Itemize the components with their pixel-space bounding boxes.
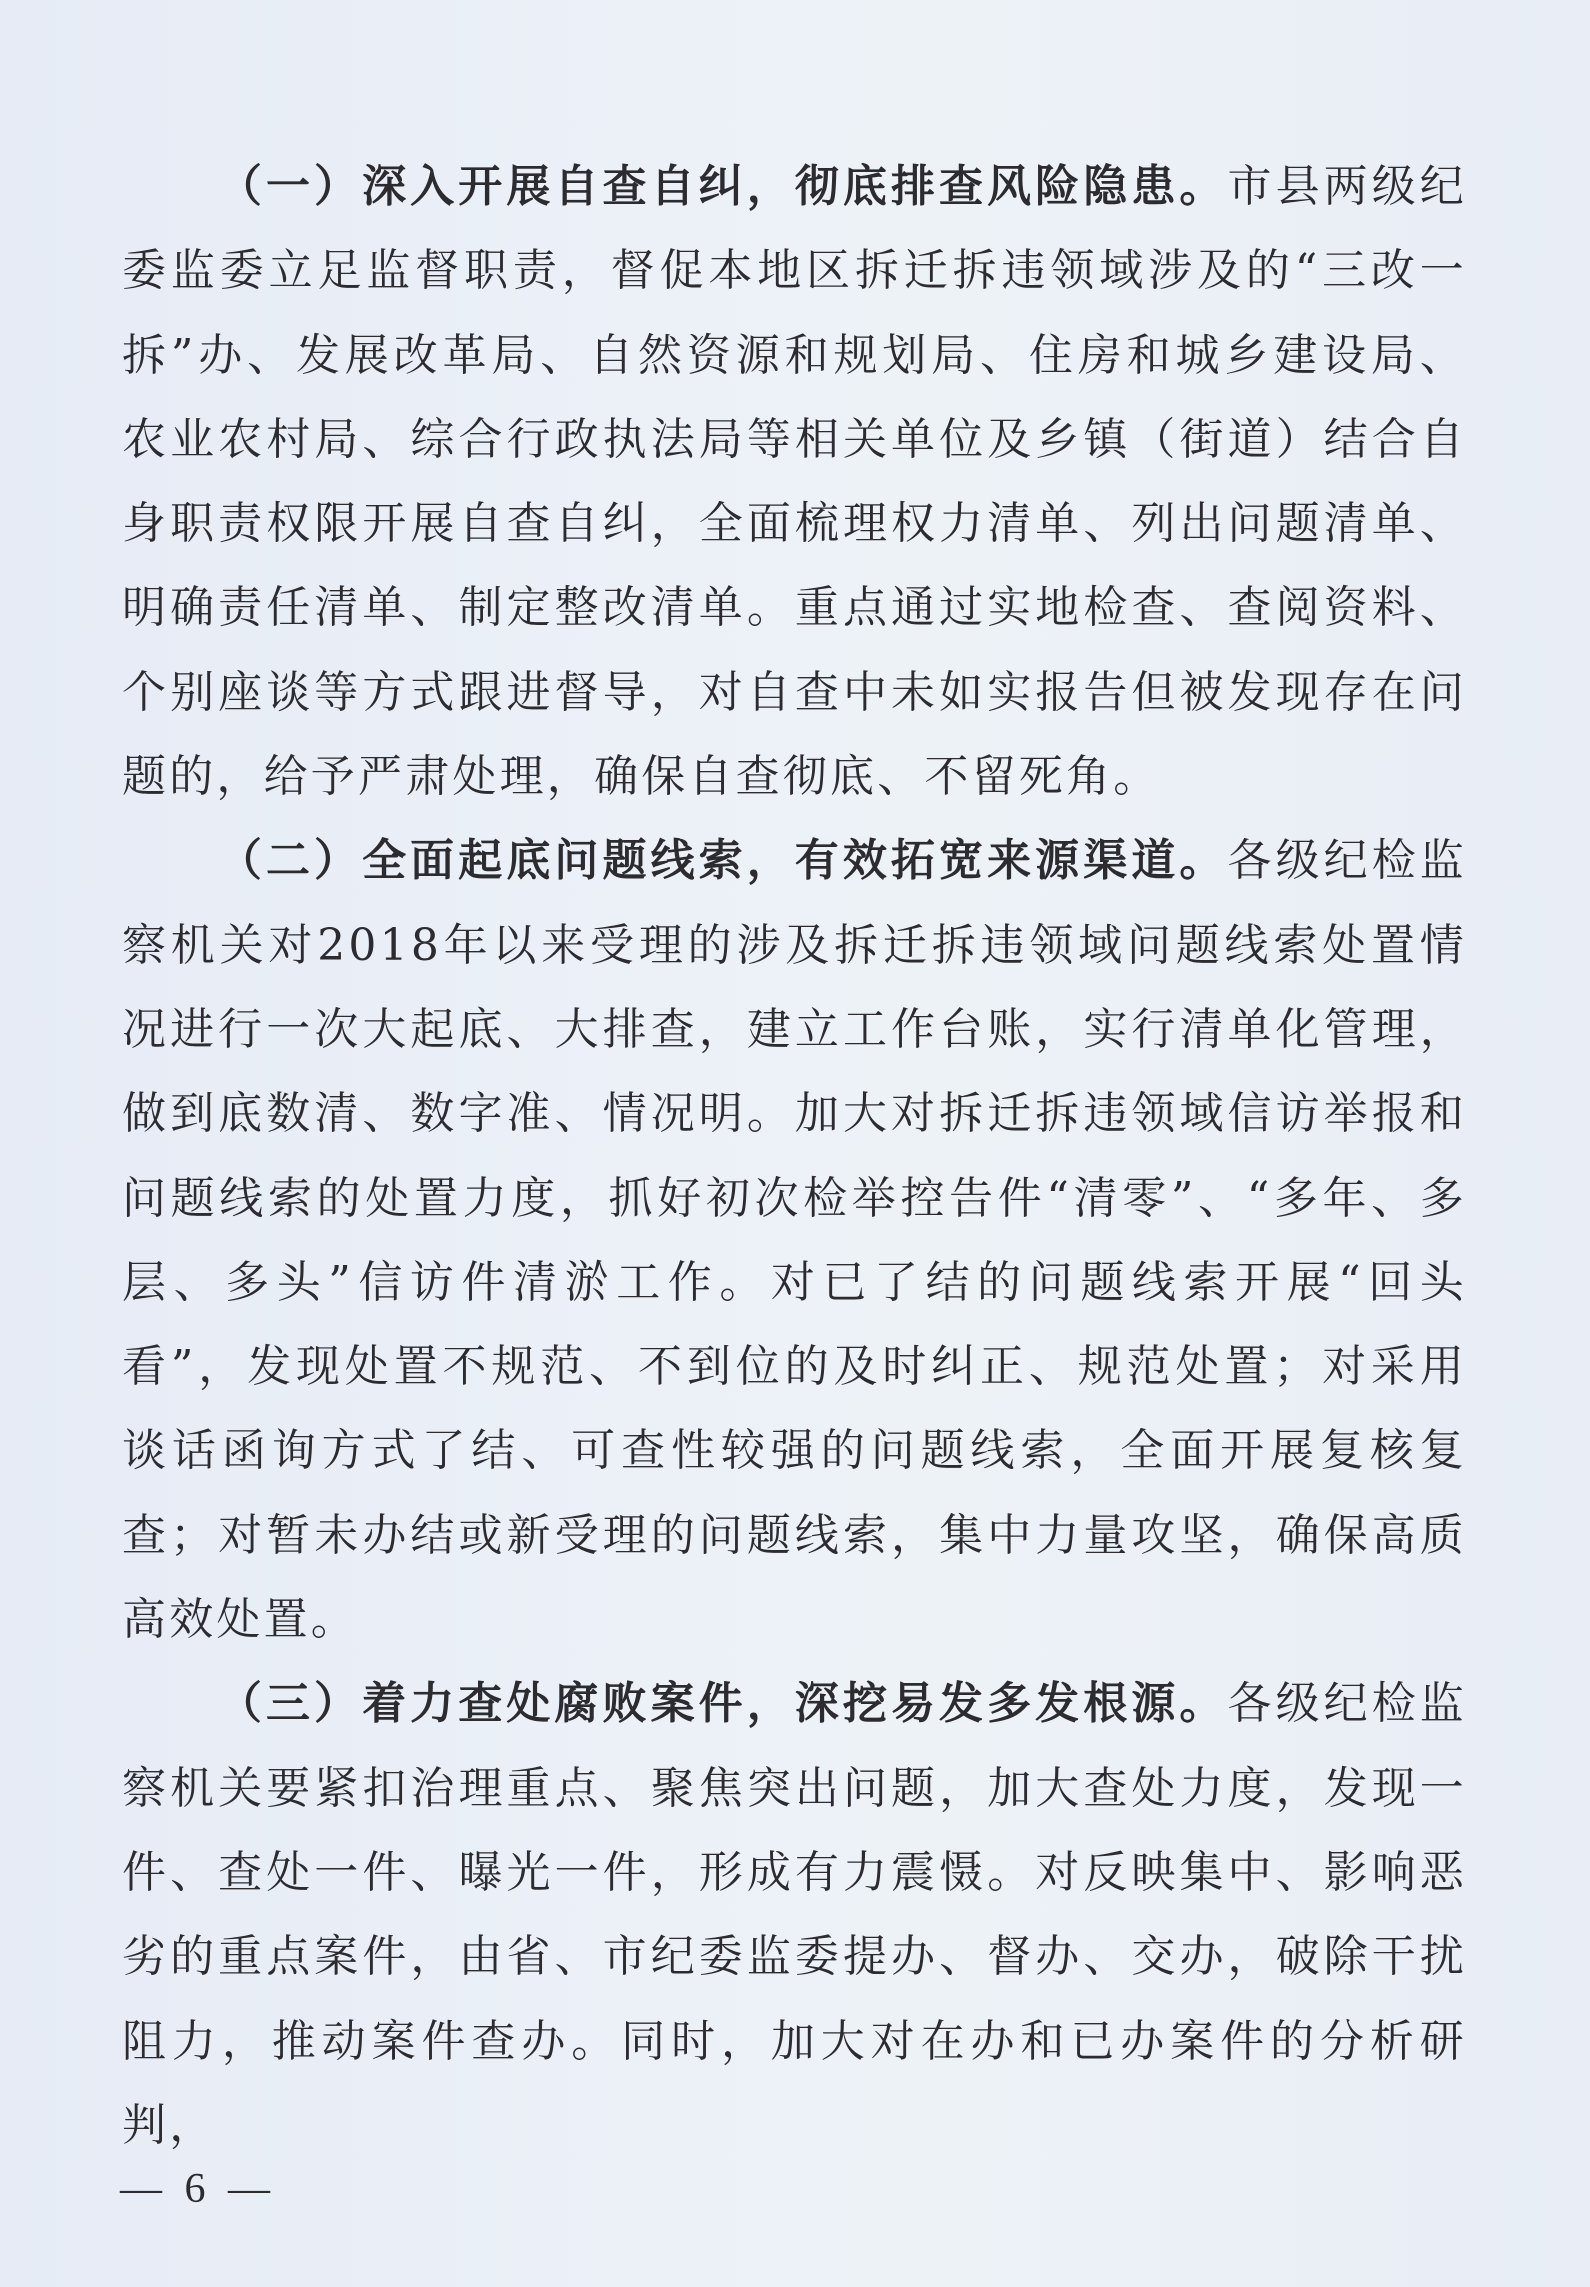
section-2-body: 各级纪检监察机关对2018年以来受理的涉及拆迁拆违领域问题线索处置情况进行一次大起底、大排查，建立工作台账，实行清单化管理，做到底数清、数字准、情况明。加大对拆迁拆违领域信访举报和问题线索的处置力度，抓好初次检举控告件“清零”、“多年、多层、多头”信访件清淤工作。对已了结的问题线索开展“回头看”，发现处置不规范、不到位的及时纠正、规范处置；对采用谈话函询方式了结、可查性较强的问题线索，全面开展复核复查；对暂未办结或新受理的问题线索，集中力量攻坚，确保高质高效处置。: [122, 835, 1468, 1646]
section-2-heading: （二）全面起底问题线索，有效拓宽来源渠道。: [217, 835, 1228, 887]
section-2-paragraph: [122, 819, 1467, 1662]
document-page: [122, 145, 1467, 2168]
section-3-body: 各级纪检监察机关要紧扣治理重点、聚焦突出问题，加大查处力度，发现一件、查处一件、曝光一件，形成有力震慑。对反映集中、影响恶劣的重点案件，由省、市纪委监委提办、督办、交办，破除干扰阻力，推动案件查办。同时，加大对在办和已办案件的分析研判，: [122, 1678, 1468, 2151]
section-1-paragraph: [122, 145, 1467, 819]
section-1-heading: （一）深入开展自查自纠，彻底排查风险隐患。: [217, 161, 1228, 212]
section-3-heading: （三）着力查处腐败案件，深挖易发多发根源。: [217, 1678, 1228, 1730]
page-number: — 6 —: [120, 2166, 276, 2212]
section-1-body: 市县两级纪委监委立足监督职责，督促本地区拆迁拆违领域涉及的“三改一拆”办、发展改革局、自然资源和规划局、住房和城乡建设局、农业农村局、综合行政执法局等相关单位及乡镇（街道）结合自身职责权限开展自查自纠，全面梳理权力清单、列出问题清单、明确责任清单、制定整改清单。重点通过实地检查、查阅资料、个别座谈等方式跟进督导，对自查中未如实报告但被发现存在问题的，给予严肃处理，确保自查彻底、不留死角。: [122, 161, 1468, 803]
section-3-paragraph: [122, 1662, 1467, 2168]
